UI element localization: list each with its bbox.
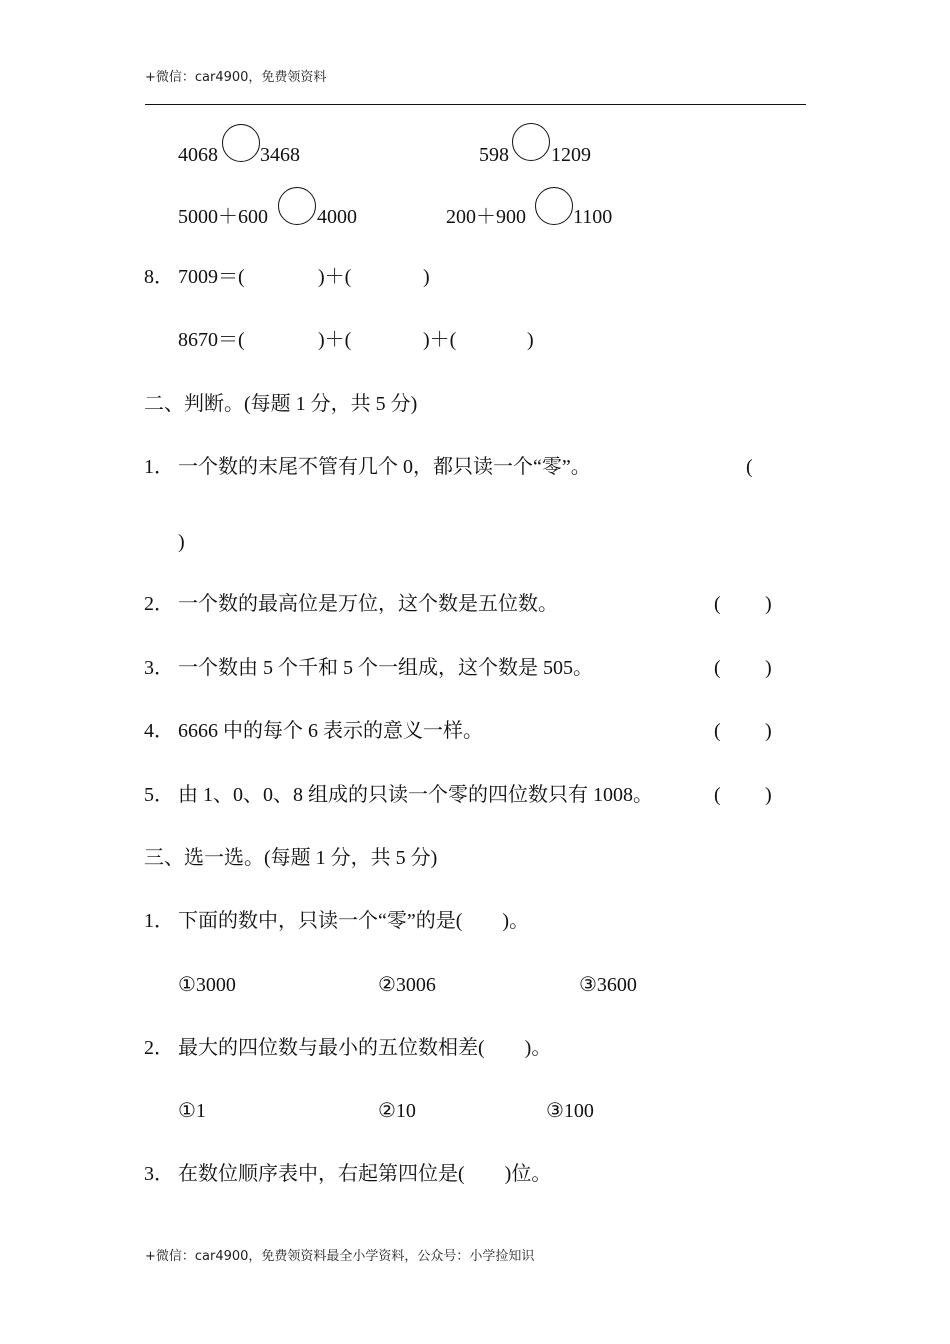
compare-a-blank[interactable] [222, 124, 260, 162]
judge-1-close-paren: ) [178, 531, 185, 553]
q8-line2-b: )＋( [318, 329, 352, 351]
judge-4-number: 4． [144, 720, 174, 742]
judge-3-number: 3． [144, 657, 174, 679]
judge-2-close-paren[interactable]: ) [765, 593, 772, 615]
choice-3-number: 3． [144, 1163, 174, 1185]
judge-2-number: 2． [144, 593, 174, 615]
section3-title: 三、选一选。(每题 1 分，共 5 分) [144, 847, 438, 869]
judge-3-close-paren[interactable]: ) [765, 657, 772, 679]
q8-line1-a: 7009＝( [178, 266, 245, 288]
compare-d-left: 200＋900 [446, 206, 526, 228]
choice-1-text: 下面的数中，只读一个“零”的是( )。 [178, 910, 530, 932]
compare-a-right: 3468 [260, 144, 300, 166]
judge-2-open-paren[interactable]: ( [714, 593, 721, 615]
header-rule [145, 104, 806, 105]
judge-5-number: 5． [144, 784, 174, 806]
q8-line2-d: ) [527, 329, 534, 351]
q8-line2-c: )＋( [423, 329, 457, 351]
q8-number: 8． [144, 266, 174, 288]
q8-line1-b: )＋( [318, 266, 352, 288]
q8-line2-a: 8670＝( [178, 329, 245, 351]
choice-1-number: 1． [144, 910, 174, 932]
judge-3-text: 一个数由 5 个千和 5 个一组成，这个数是 505。 [178, 657, 593, 679]
judge-2-text: 一个数的最高位是万位，这个数是五位数。 [178, 593, 558, 615]
judge-4-open-paren[interactable]: ( [714, 720, 721, 742]
compare-b-left: 598 [479, 144, 509, 166]
compare-b-right: 1209 [551, 144, 591, 166]
choice-2-option-3[interactable]: ③100 [546, 1100, 594, 1122]
page-footer: +微信：car4900，免费领资料最全小学资料，公众号：小学捡知识 [145, 1249, 535, 1264]
judge-5-text: 由 1、0、0、8 组成的只读一个零的四位数只有 1008。 [178, 784, 653, 806]
choice-1-option-2[interactable]: ②3006 [378, 974, 436, 996]
judge-5-open-paren[interactable]: ( [714, 784, 721, 806]
judge-1-open-paren[interactable]: ( [746, 456, 753, 478]
judge-4-text: 6666 中的每个 6 表示的意义一样。 [178, 720, 483, 742]
compare-d-blank[interactable] [535, 187, 573, 225]
compare-c-blank[interactable] [278, 187, 316, 225]
choice-2-option-2[interactable]: ②10 [378, 1100, 416, 1122]
compare-c-left: 5000＋600 [178, 206, 268, 228]
judge-4-close-paren[interactable]: ) [765, 720, 772, 742]
choice-2-option-1[interactable]: ①1 [178, 1100, 206, 1122]
choice-2-text: 最大的四位数与最小的五位数相差( )。 [178, 1037, 552, 1059]
choice-2-number: 2． [144, 1037, 174, 1059]
page-header: +微信：car4900，免费领资料 [145, 70, 327, 85]
compare-b-blank[interactable] [512, 123, 550, 161]
judge-3-open-paren[interactable]: ( [714, 657, 721, 679]
compare-a-left: 4068 [178, 144, 218, 166]
choice-1-option-3[interactable]: ③3600 [579, 974, 637, 996]
choice-3-text: 在数位顺序表中，右起第四位是( )位。 [178, 1163, 552, 1185]
q8-line1-c: ) [423, 266, 430, 288]
judge-5-close-paren[interactable]: ) [765, 784, 772, 806]
choice-1-option-1[interactable]: ①3000 [178, 974, 236, 996]
section2-title: 二、判断。(每题 1 分，共 5 分) [144, 393, 418, 415]
judge-1-number: 1． [144, 456, 174, 478]
compare-d-right: 1100 [573, 206, 613, 228]
judge-1-text: 一个数的末尾不管有几个 0，都只读一个“零”。 [178, 456, 591, 478]
compare-c-right: 4000 [317, 206, 357, 228]
